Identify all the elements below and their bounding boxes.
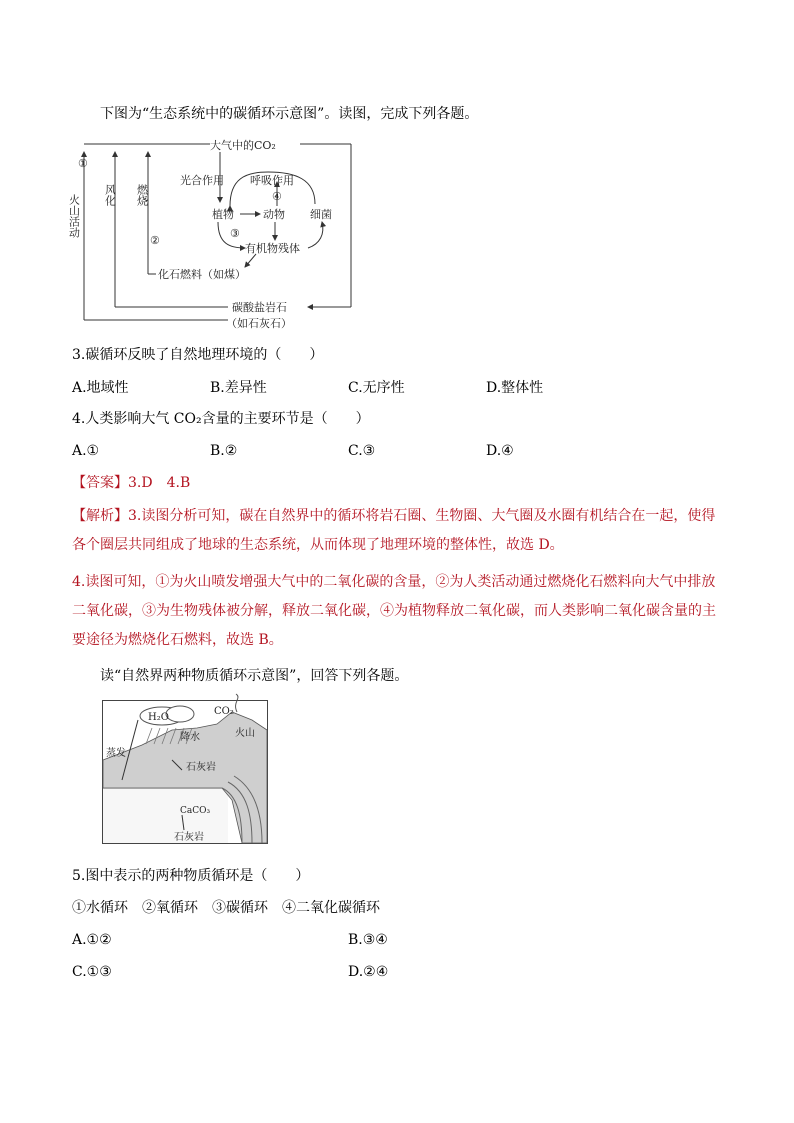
plants-label: 植物	[212, 208, 234, 221]
q5-option-d[interactable]: D.②④	[348, 964, 389, 980]
q3-option-a[interactable]: A.地域性	[72, 380, 129, 396]
weathering-label: 风化	[103, 184, 117, 206]
answer-text: 3.D 4.B	[128, 475, 191, 491]
q4-option-d[interactable]: D.④	[486, 443, 514, 459]
material-cycle-diagram	[102, 700, 268, 844]
analysis-p4: 4.读图可知，①为火山喷发增强大气中的二氧化碳的含量，②为人类活动通过燃烧化石燃料向大气中排放二氧化碳，③为生物残体被分解，释放二氧化碳，④为植物释放二氧化碳，而人类影响二氧化碳含量的主要途径为燃烧化石燃料，故选 B。	[72, 574, 716, 648]
fossil-fuel-label: 化石燃料（如煤）	[158, 268, 246, 281]
intro-text-2: 读“自然界两种物质循环示意图”，回答下列各题。	[100, 668, 409, 684]
carbon-cycle-diagram	[67, 134, 360, 334]
volcano-label: 火山活动	[67, 194, 81, 238]
photosynthesis-label: 光合作用	[180, 174, 224, 187]
mark-3: ③	[230, 227, 240, 240]
answer-line	[72, 473, 190, 493]
burning-label: 燃烧	[135, 184, 149, 206]
limestone-bottom-label: 石灰岩	[174, 832, 204, 843]
evaporation-label: 蒸发	[106, 748, 126, 759]
co2-cycle-label: CO₂	[214, 706, 234, 717]
q5-choices: ①水循环 ②氧循环 ③碳循环 ④二氧化碳循环	[72, 900, 380, 916]
mark-4: ④	[272, 190, 282, 203]
q5-option-a[interactable]: A.①②	[72, 932, 112, 948]
respiration-label: 呼吸作用	[250, 174, 294, 187]
carbonate-rock-label: 碳酸盐岩石	[232, 301, 287, 314]
q3-option-b[interactable]: B.差异性	[210, 380, 267, 396]
q3-stem: 3.碳循环反映了自然地理环境的（ ）	[72, 347, 324, 363]
animals-label: 动物	[263, 208, 285, 221]
q4-option-a[interactable]: A.①	[72, 443, 100, 459]
analysis-p3	[72, 502, 722, 560]
q4-option-c[interactable]: C.③	[348, 443, 376, 459]
organic-remains-label: 有机物残体	[245, 242, 300, 255]
intro-text-1: 下图为“生态系统中的碳循环示意图”。读图，完成下列各题。	[100, 106, 479, 122]
analysis-p3-text: 3.读图分析可知，碳在自然界中的循环将岩石圈、生物圈、大气圈及水圈有机结合在一起，使得各个圈层共同组成了地球的生态系统，从而体现了地理环境的整体性，故选 D。	[72, 508, 716, 553]
carbonate-note-label: （如石灰石）	[226, 317, 292, 330]
analysis-tag: 【解析】	[72, 508, 128, 524]
q4-stem: 4.人类影响大气 CO₂含量的主要环节是（ ）	[72, 411, 370, 427]
answer-tag: 【答案】	[72, 475, 128, 491]
co2-label: 大气中的CO₂	[210, 139, 276, 152]
q3-option-c[interactable]: C.无序性	[348, 380, 405, 396]
mark-2: ②	[150, 234, 160, 247]
bacteria-label: 细菌	[310, 208, 332, 221]
mark-1: ①	[78, 157, 88, 170]
caco3-label: CaCO₃	[180, 806, 211, 816]
volcano-cycle-label: 火山	[235, 728, 255, 739]
q4-option-b[interactable]: B.②	[210, 443, 238, 459]
q5-option-b[interactable]: B.③④	[348, 932, 388, 948]
limestone-upper-label: 石灰岩	[186, 762, 216, 773]
precipitation-label: 降水	[180, 732, 200, 743]
h2o-label: H₂O	[148, 712, 169, 723]
q5-option-c[interactable]: C.①③	[72, 964, 112, 980]
q3-option-d[interactable]: D.整体性	[486, 380, 544, 396]
q5-stem: 5.图中表示的两种物质循环是（ ）	[72, 868, 310, 884]
